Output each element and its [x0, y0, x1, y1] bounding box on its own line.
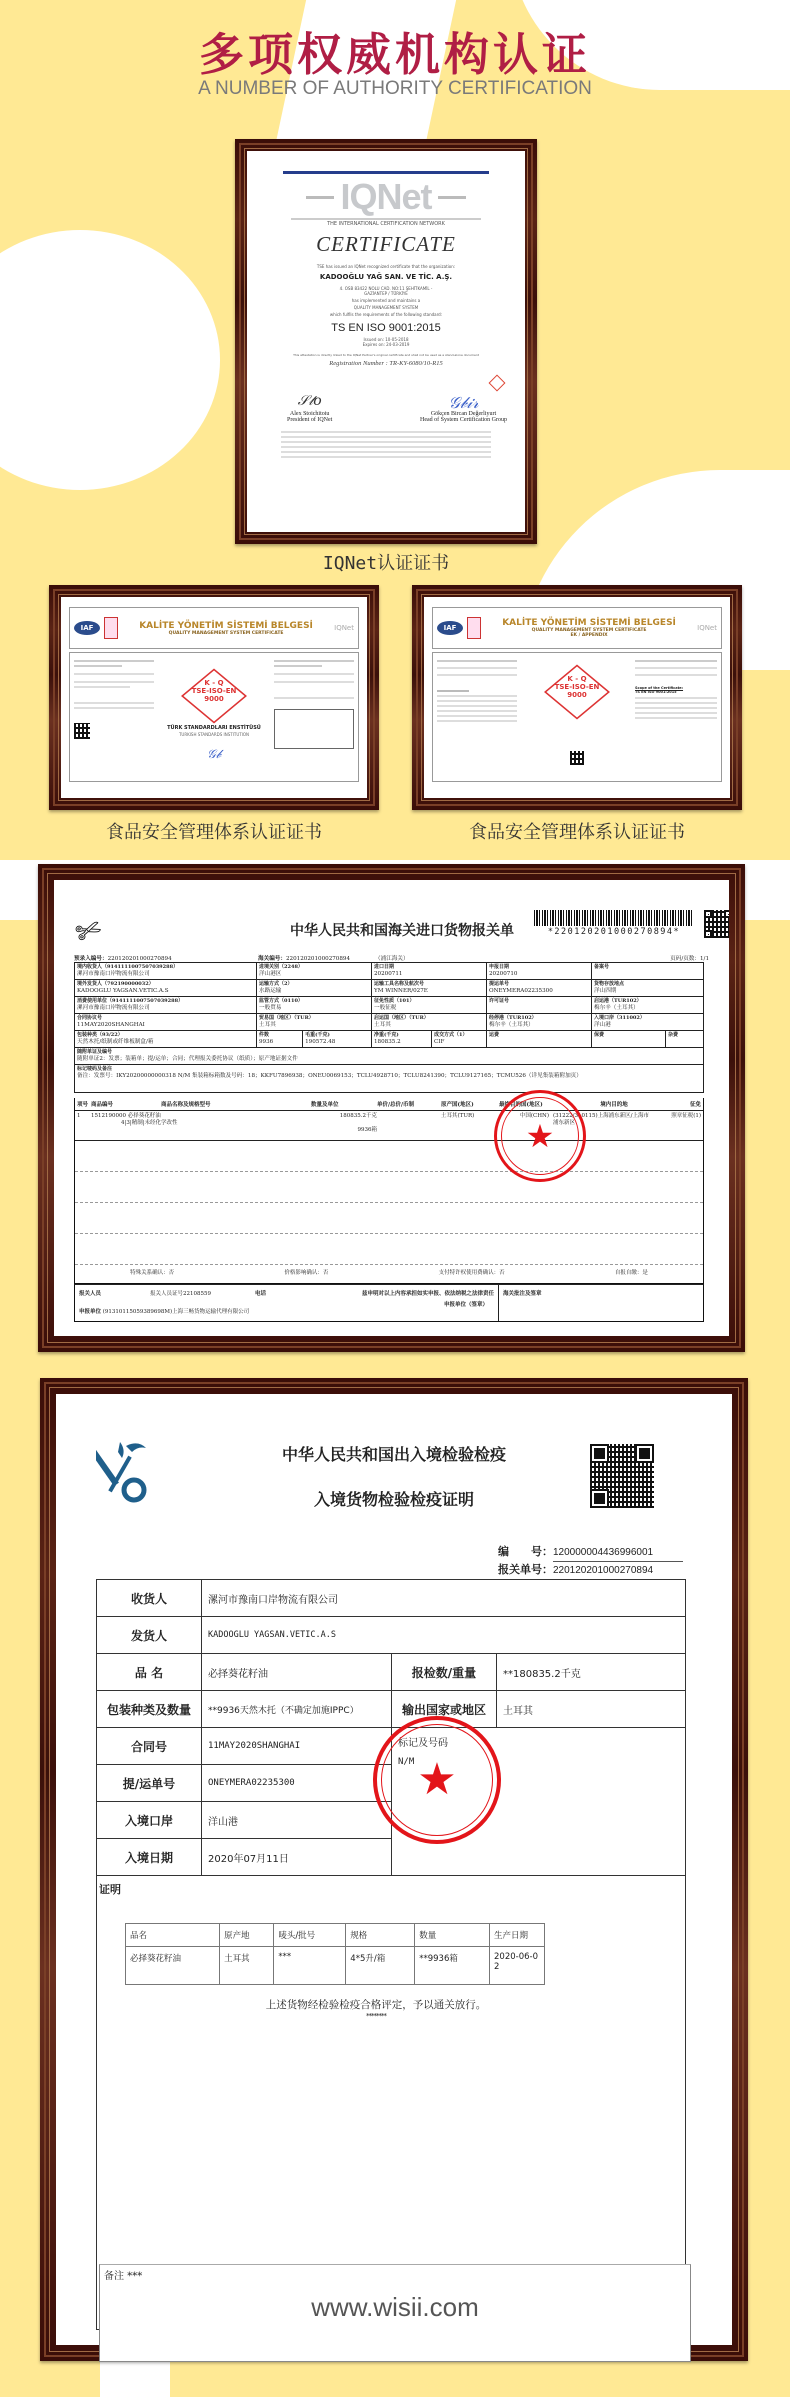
iqnet-caption: IQNet认证证书: [322, 553, 450, 574]
cell-value: 漯河市豫南口岸物流有限公司: [77, 1005, 150, 1011]
mark-line3: 9000: [204, 695, 224, 703]
cell-value: 9936: [259, 1039, 274, 1045]
qr-code: [704, 910, 729, 938]
left-text-block: [437, 657, 517, 725]
cell-value: 11MAY2020SHANGHAI: [77, 1022, 145, 1028]
cell-label: 运输工具名称及航次号: [374, 981, 425, 987]
text-line3: which fulfils the requirements of the following standard:: [329, 312, 443, 317]
customs-no-label: 海关编号：: [258, 956, 286, 962]
package-value: **9936天然木托（不确定加施IPPC）: [202, 1691, 392, 1728]
qr-code: [590, 1444, 654, 1508]
turkak-logo-icon: [467, 617, 481, 639]
cell-label: 许可证号: [489, 998, 510, 1004]
signer2-title: Head of System Certification Group: [420, 417, 507, 423]
cell-value: 土耳其: [374, 1022, 391, 1028]
goods-origin: 土耳其: [220, 1947, 274, 1985]
confirm-price-impact: 价格影响确认：否: [284, 1270, 329, 1276]
cell-value: 180835.2: [374, 1039, 401, 1045]
signature-1: 𝒮𝓉𝑜: [297, 393, 322, 409]
qr-code: [570, 751, 584, 765]
cell-label: 毛重(千克): [305, 1032, 330, 1038]
goods-table: [125, 1923, 545, 1985]
cell-value: 漯河市豫南口岸物流有限公司: [77, 971, 150, 977]
cell-label: 境外发货人（792190000032）: [77, 981, 154, 987]
declaration-footer: [74, 1284, 704, 1322]
watermark-text: www.wisii.com: [311, 2292, 479, 2322]
date-label: 入境日期: [97, 1839, 202, 1876]
mark-line1: K - Q: [567, 675, 587, 683]
item-name: 必择葵花籽油: [127, 1113, 161, 1119]
partner-list: [281, 431, 491, 458]
cell-label: 贸易国（地区）（TUR）: [259, 1015, 314, 1021]
cell-value: 洋山港: [594, 1022, 611, 1028]
unit-seal: 申报单位（签章）: [443, 1302, 488, 1308]
declarant-label: 报关人员: [79, 1291, 102, 1297]
cell-value: 20200710: [489, 971, 518, 977]
table-row: [97, 1617, 686, 1654]
col-header: 原产地: [220, 1924, 274, 1947]
signer1-title: President of IQNet: [287, 417, 333, 423]
cell-label: 消费使用单位（91411110075070392​88）: [77, 998, 184, 1004]
standard-text: TS EN ISO 9001:2015: [331, 322, 441, 334]
statement: 兹申明对以上内容承担如实申报、依法纳税之法律责任: [361, 1291, 494, 1297]
tse-kq-mark: [542, 667, 612, 699]
cell-value: 梅尔辛（土耳其）: [489, 1022, 534, 1028]
kalite-certificate-frame-2: [412, 585, 742, 810]
port-label: 入境口岸: [97, 1802, 202, 1839]
unit-label: 申报单位: [79, 1309, 102, 1315]
expiry-date: Expires on: 24-03-2019: [362, 342, 410, 347]
consignor-label: 发货人: [97, 1617, 202, 1654]
customs-number: 220120201000270894: [285, 956, 351, 962]
table-row: [97, 1580, 686, 1617]
cell-label: 进境关别（2248）: [259, 964, 303, 970]
kalite-title-1: KALİTE YÖNETİM SİSTEMİ BELGESİ: [139, 620, 313, 631]
item-spec: 4|3|精制|未经化学改性: [121, 1120, 178, 1126]
items-area: [74, 1098, 704, 1284]
cell-value: YM WINNER/027E: [374, 988, 428, 994]
declaration-table: [74, 962, 704, 1093]
tse-kq-mark: [179, 671, 249, 703]
cell-label: 境内收货人（91411110075070392​88）: [77, 964, 179, 970]
cell-label: 备案号: [594, 964, 610, 970]
kalite-header-1: [69, 607, 359, 649]
certificate-number: 120000004436996001: [553, 1545, 683, 1562]
logo-rule-top: [283, 171, 489, 174]
inspection-table: [96, 1579, 686, 1876]
stars-divider: ********: [366, 2012, 386, 2020]
table-row: [97, 1654, 686, 1691]
cell-label: 运费: [489, 1032, 500, 1038]
cell-label: 监管方式（0110）: [259, 998, 303, 1004]
cell-value: 梅尔辛（土耳其）: [594, 1005, 639, 1011]
text-line2: QUALITY MANAGEMENT SYSTEM: [353, 305, 419, 310]
item-no: 1: [77, 1113, 81, 1119]
pre-entry-label: 预录入编号：: [74, 956, 108, 962]
cell-value: 一般征税: [374, 1005, 397, 1011]
cell-label: 进口日期: [374, 964, 395, 970]
cell-value: 一般贸易: [259, 1005, 282, 1011]
phone-label: 电话: [255, 1291, 267, 1297]
confirm-row: [75, 1265, 703, 1276]
remark-box: [99, 2264, 691, 2362]
cell-label: 提运单号: [489, 981, 510, 987]
item-origin: 土耳其(TUR): [441, 1113, 475, 1119]
package-label: 包装种类及数量: [97, 1691, 202, 1728]
cell-label: 货物存放地点: [594, 981, 625, 987]
cell-value: 190572.48: [305, 1039, 336, 1045]
customs-declaration-frame: [38, 864, 745, 1352]
text-line1: has implemented and maintains a: [351, 298, 421, 303]
kalite-header-2: [432, 607, 722, 649]
cell-value: 洋山四期: [594, 988, 617, 994]
scope-title: Scope of the Certificate:: [635, 686, 684, 690]
iqnet-logo-text: IQNet: [340, 176, 432, 217]
marks-value: N/M: [398, 1757, 415, 1767]
kalite-certificate-2: [424, 597, 730, 798]
unit-value: (91310115059389698M)上海三畅货物运输代理有限公司: [102, 1309, 250, 1315]
contract-value: 11MAY2020SHANGHAI: [202, 1728, 392, 1765]
registration-number: Registration Number : TR-KY-6080/10-R15: [329, 360, 443, 367]
goods-spec: 4*5升/箱: [346, 1947, 415, 1985]
customs-emblem-icon: ✄: [70, 910, 107, 953]
tse-mark-icon: [489, 375, 506, 392]
table-row: [97, 1691, 686, 1728]
cell-value: 水路运输: [259, 988, 282, 994]
customs-remark: 海关批注及签章: [503, 1291, 542, 1297]
item-qty2: 9936箱: [357, 1127, 377, 1133]
signature-2: 𝒢𝒷𝒾𝓇: [448, 393, 479, 412]
company-stamp: [373, 1716, 501, 1844]
cell-value: 洋山港区: [259, 971, 282, 977]
cell-label: 保费: [594, 1032, 605, 1038]
table-row: [75, 980, 704, 997]
proof-section: [96, 1875, 686, 2330]
right-text-block: [635, 657, 717, 722]
port-value: 洋山港: [202, 1802, 392, 1839]
bl-value: ONEYMERA02235300: [202, 1765, 392, 1802]
signature-block-1: [287, 393, 332, 423]
goods-header-row: [126, 1924, 545, 1947]
inspection-title-line2: 入境货物检验检疫证明: [313, 1490, 474, 1509]
certificate-heading: CERTIFICATE: [316, 232, 456, 256]
col-header: 唛头/批号: [274, 1924, 346, 1947]
cell-value: ONEYMERA02235300: [489, 988, 553, 994]
page-subtitle: A NUMBER OF AUTHORITY CERTIFICATION: [198, 78, 592, 99]
intro-text: TSE has issued an IQNet recognized certificate that the organization:: [316, 264, 456, 269]
scope-standard: TS EN ISO 9001:2015: [635, 690, 677, 694]
cell-label: 包装种类（93/22）: [77, 1032, 123, 1038]
col-header: 生产日期: [490, 1924, 545, 1947]
cell-value: 20200711: [374, 971, 403, 977]
col-header: 最终目的国(地区): [499, 1102, 543, 1108]
mark-line2: TSE-ISO-EN: [554, 683, 600, 691]
item-row: [75, 1111, 703, 1141]
col-header: 商品编号: [91, 1102, 114, 1108]
kalite-title-2: KALİTE YÖNETİM SİSTEMİ BELGESİ: [502, 618, 676, 628]
barcode-text: *220120201000270894*: [547, 927, 681, 937]
cell-label: 启运港（TUR102）: [594, 998, 642, 1004]
col-header: 征免: [689, 1102, 701, 1108]
kalite-certificate-frame-1: [49, 585, 379, 810]
remark-label: 备注: [104, 2271, 124, 2282]
col-header: 数量: [415, 1924, 490, 1947]
declarant-id: 报关人员证号22108559: [150, 1291, 211, 1297]
cell-label: 征免性质（101）: [374, 998, 415, 1004]
signature-block-2: [420, 393, 507, 423]
col-header: 原产国(地区): [441, 1102, 474, 1108]
col-header: 品名: [126, 1924, 220, 1947]
page-count: 页码/页数：1/1: [670, 956, 709, 962]
col-header: 商品名称及规格型号: [161, 1102, 211, 1108]
cell-label: 随附单证及编号: [77, 1049, 113, 1055]
cell-value: 天然木托/纸制或纤维板制盒/箱: [77, 1039, 154, 1045]
weight-value: **180835.2千克: [497, 1654, 686, 1691]
signer2-name: Gökçen Bircan Değerliyurt: [430, 411, 497, 417]
page-title: 多项权威机构认证: [198, 28, 591, 81]
iqnet-logo: [257, 176, 515, 218]
cell-value: CIF: [434, 1039, 445, 1045]
proof-label: 证明: [99, 1883, 121, 1896]
iqnet-partner-logo: IQNet: [334, 624, 354, 632]
mark-line1: K - Q: [204, 679, 224, 687]
goods-name: 必择葵花籽油: [126, 1947, 220, 1985]
marks-label: 标记及号码: [398, 1738, 448, 1749]
customs-office: （浦江海关）: [375, 956, 409, 962]
declaration-number: 220120201000270894: [553, 1565, 654, 1576]
inspection-certificate-frame: [40, 1378, 748, 2361]
remark-value: ***: [127, 2271, 143, 2282]
kalite-appendix: EK / APPENDIX: [570, 633, 608, 638]
iaf-logo-icon: IAF: [437, 621, 463, 635]
company-name: KADOOĞLU YAĞ SAN. VE TİC. A.Ş.: [319, 273, 453, 281]
cell-label: 经停港（TUR102）: [489, 1015, 537, 1021]
goods-qty: **9936箱: [415, 1947, 490, 1985]
customs-declaration: [54, 880, 729, 1336]
goods-date: 2020-06-02: [490, 1947, 545, 1985]
pre-entry-number: 220120201000270894: [107, 956, 172, 962]
goods-row: [126, 1947, 545, 1985]
star-icon: ★: [525, 1117, 555, 1155]
cell-label: 入境口岸（311002）: [594, 1015, 645, 1021]
company-stamp: [494, 1090, 586, 1182]
institute-name: TÜRK STANDARDLARI ENSTİTÜSÜ: [167, 725, 261, 731]
issued-date: Issued on: 10-05-2018: [363, 337, 409, 342]
inspection-certificate: [56, 1394, 732, 2345]
col-header: 项号: [77, 1102, 89, 1108]
certificate-numbers: [498, 1544, 683, 1579]
signatures: [287, 393, 507, 423]
items-header: [75, 1098, 703, 1111]
cell-label: 启运国（地区）（TUR）: [374, 1015, 429, 1021]
kalite-caption-2: 食品安全管理体系认证证书: [469, 822, 685, 843]
institute-name-en: TURKISH STANDARDS INSTITUTION: [178, 732, 250, 737]
mark-line3: 9000: [567, 691, 587, 699]
kalite-body-1: [69, 652, 359, 782]
item-code: 1512190000: [91, 1113, 126, 1119]
mark-line2: TSE-ISO-EN: [191, 687, 237, 695]
col-header: 规格: [346, 1924, 415, 1947]
iaf-logo-icon: IAF: [74, 621, 100, 635]
contract-label: 合同号: [97, 1728, 202, 1765]
kalite-signature: 𝒢𝒷: [207, 747, 221, 761]
table-row-marks: [75, 1065, 704, 1093]
table-row: [75, 963, 704, 980]
table-row: [75, 997, 704, 1014]
consignor-value: KADOOGLU YAGSAN.VETIC.A.S: [202, 1617, 686, 1654]
item-dest: (31222/310115)上海浦东新区/上海市浦东新区: [553, 1113, 649, 1126]
iqnet-certificate: [247, 151, 525, 532]
customs-meta: [74, 954, 709, 962]
product-value: 必择葵花籽油: [202, 1654, 392, 1691]
cell-label: 净重(千克): [374, 1032, 399, 1038]
iqnet-partner-logo: IQNet: [697, 624, 717, 632]
disclaimer-text: This attestation is directly linked to the IQNet Partner's original certificate and shall not be used as a stand-alone document: [293, 353, 479, 357]
cell-value: 土耳其: [259, 1022, 276, 1028]
kalite-certificate-1: [61, 597, 367, 798]
network-text: THE INTERNATIONAL CERTIFICATION NETWORK: [327, 221, 445, 227]
confirm-self-declare: 自报自缴：是: [614, 1270, 648, 1276]
product-label: 品 名: [97, 1654, 202, 1691]
table-row-package: [75, 1031, 704, 1048]
barcode: [534, 910, 694, 926]
country-value: 土耳其: [497, 1691, 686, 1728]
signer1-name: Alex Stoichitoiu: [289, 411, 330, 417]
cell-label: 合同协议号: [77, 1015, 103, 1021]
cell-value: 随附单证2：发票；装箱单；提/运单；合同；代理报关委托协议（纸质）；原产地证据文件: [77, 1056, 298, 1062]
confirm-royalty: 支付特许权使用费确认：否: [438, 1270, 505, 1276]
kalite-subtitle-1: QUALITY MANAGEMENT SYSTEM CERTIFICATE: [168, 630, 284, 636]
col-header: 数量及单位: [311, 1102, 339, 1108]
cell-label: 杂费: [668, 1032, 679, 1038]
date-value: 2020年07月11日: [202, 1839, 392, 1876]
table-row-docs: [75, 1048, 704, 1065]
table-row: [75, 1014, 704, 1031]
col-header: 单价/总价/币制: [377, 1102, 415, 1108]
star-icon: ★: [417, 1754, 457, 1805]
item-qty: 180835.2千克: [339, 1113, 377, 1119]
consignee-value: 漯河市豫南口岸物流有限公司: [202, 1580, 686, 1617]
consignee-label: 收货人: [97, 1580, 202, 1617]
cell-label: 标记唛码及备注: [77, 1066, 113, 1072]
goods-batch: ***: [274, 1947, 346, 1985]
cell-label: 成交方式（1）: [434, 1032, 468, 1038]
confirm-special-relation: 特殊关系确认：否: [130, 1270, 175, 1276]
customs-title: 中华人民共和国海关进口货物报关单: [290, 923, 514, 939]
weight-label: 报检数/重量: [392, 1654, 497, 1691]
kalite-caption-1: 食品安全管理体系认证证书: [106, 822, 322, 843]
bl-label: 提/运单号: [97, 1765, 202, 1802]
col-header: 境内目的地: [600, 1102, 628, 1108]
conclusion-text: 上述货物经检验检疫合格评定，予以通关放行。: [265, 1999, 487, 2011]
address-line1: 4. OSB 83422 NOLU CAD. NO:11 ŞEHİTKAMİL -: [339, 286, 433, 291]
cell-value: KADOOGLU YAGSAN.VETIC.A.S: [77, 988, 169, 994]
item-dest-country: 中国(CHN): [519, 1113, 549, 1119]
address-line2: GAZİANTEP / TÜRKİYE: [364, 291, 408, 296]
cell-value: 备注：发票号：IKY20200000000318 N/M 集装箱标箱数及号码：18；KKFU7896938；ONEU0069153；TCLU4928710；TCLU8241390；TCLU9127165；TCMU526（详见集装箱附加页）: [77, 1073, 582, 1079]
kalite-body-2: [432, 652, 722, 782]
kalite-subtitle-2: QUALITY MANAGEMENT SYSTEM CERTIFICATE: [531, 628, 647, 633]
number-label: 编 号：: [498, 1545, 553, 1558]
country-label: 输出国家或地区: [392, 1691, 497, 1728]
inspection-title-line1: 中华人民共和国出入境检验检疫: [281, 1445, 506, 1464]
turkak-logo-icon: [104, 617, 118, 639]
cell-label: 申报日期: [489, 964, 510, 970]
cell-label: 件数: [259, 1032, 270, 1038]
item-duty: 照章征税(1): [671, 1113, 701, 1119]
cell-label: 运输方式（2）: [259, 981, 293, 987]
declaration-label: 报关单号：: [498, 1563, 553, 1576]
iqnet-certificate-frame: [235, 139, 537, 544]
